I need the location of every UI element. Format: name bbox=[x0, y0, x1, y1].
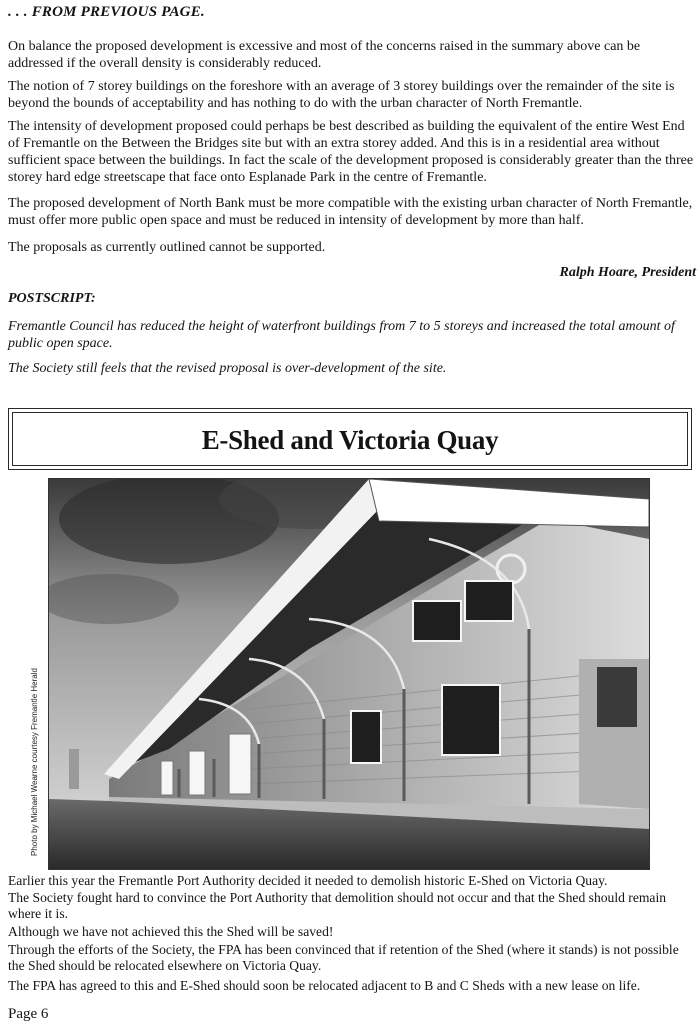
article-title: E-Shed and Victoria Quay bbox=[201, 425, 499, 455]
paragraph: The intensity of development proposed could perhaps be best described as building the equivalent of the entire West End of Fremantle on the Between the Bridges site but with an extra storey added. And this is in a residential area without sufficient space between the buildings. In fact the scale of the development proposed is considerably greater than the three storey hard edge streetscape that face onto Esplanade Park in the centre of Fremantle. bbox=[8, 119, 694, 185]
article-title-box bbox=[8, 408, 692, 470]
e-shed-photo-illustration bbox=[49, 479, 649, 869]
e-shed-photo bbox=[48, 478, 650, 870]
paragraph: The notion of 7 storey buildings on the foreshore with an average of 3 storey buildings over the remainder of the site is beyond the bounds of acceptability and has nothing to do with the urban character of North Fremantle. bbox=[8, 79, 675, 111]
paragraph: The proposed development of North Bank must be more compatible with the existing urban character of North Fremantle, must offer more public open space and must be reduced in intensity of development by more than half. bbox=[8, 196, 693, 228]
page-number: Page 6 bbox=[8, 1006, 49, 1022]
photo-credit: Photo by Michael Wearne courtesy Fremantle Herald bbox=[30, 668, 39, 856]
article-line: Through the efforts of the Society, the FPA has been convinced that if retention of the Shed (where it stands) is not possible the Shed should be relocated elsewhere on Victoria Quay. bbox=[8, 942, 679, 973]
signature: Ralph Hoare, President bbox=[559, 265, 696, 280]
paragraph: On balance the proposed development is excessive and most of the concerns raised in the summary above can be addressed if the overall density is considerably reduced. bbox=[8, 39, 641, 71]
postscript-paragraph: The Society still feels that the revised proposal is over-development of the site. bbox=[8, 361, 447, 376]
paragraph: The proposals as currently outlined cannot be supported. bbox=[8, 240, 326, 255]
article-line: Earlier this year the Fremantle Port Authority decided it needed to demolish historic E-Shed on Victoria Quay. bbox=[8, 873, 608, 888]
postscript-heading: POSTSCRIPT: bbox=[8, 291, 96, 306]
continued-header: . . . FROM PREVIOUS PAGE. bbox=[8, 4, 205, 20]
article-line: Although we have not achieved this the Shed will be saved! bbox=[8, 924, 334, 939]
postscript-paragraph: Fremantle Council has reduced the height of waterfront buildings from 7 to 5 storeys and increased the total amount of public open space. bbox=[8, 319, 675, 351]
article-line: The FPA has agreed to this and E-Shed should soon be relocated adjacent to B and C Sheds with a new lease on life. bbox=[8, 978, 641, 993]
article-line: The Society fought hard to convince the Port Authority that demolition should not occur and that the Shed should remain where it is. bbox=[8, 890, 667, 921]
